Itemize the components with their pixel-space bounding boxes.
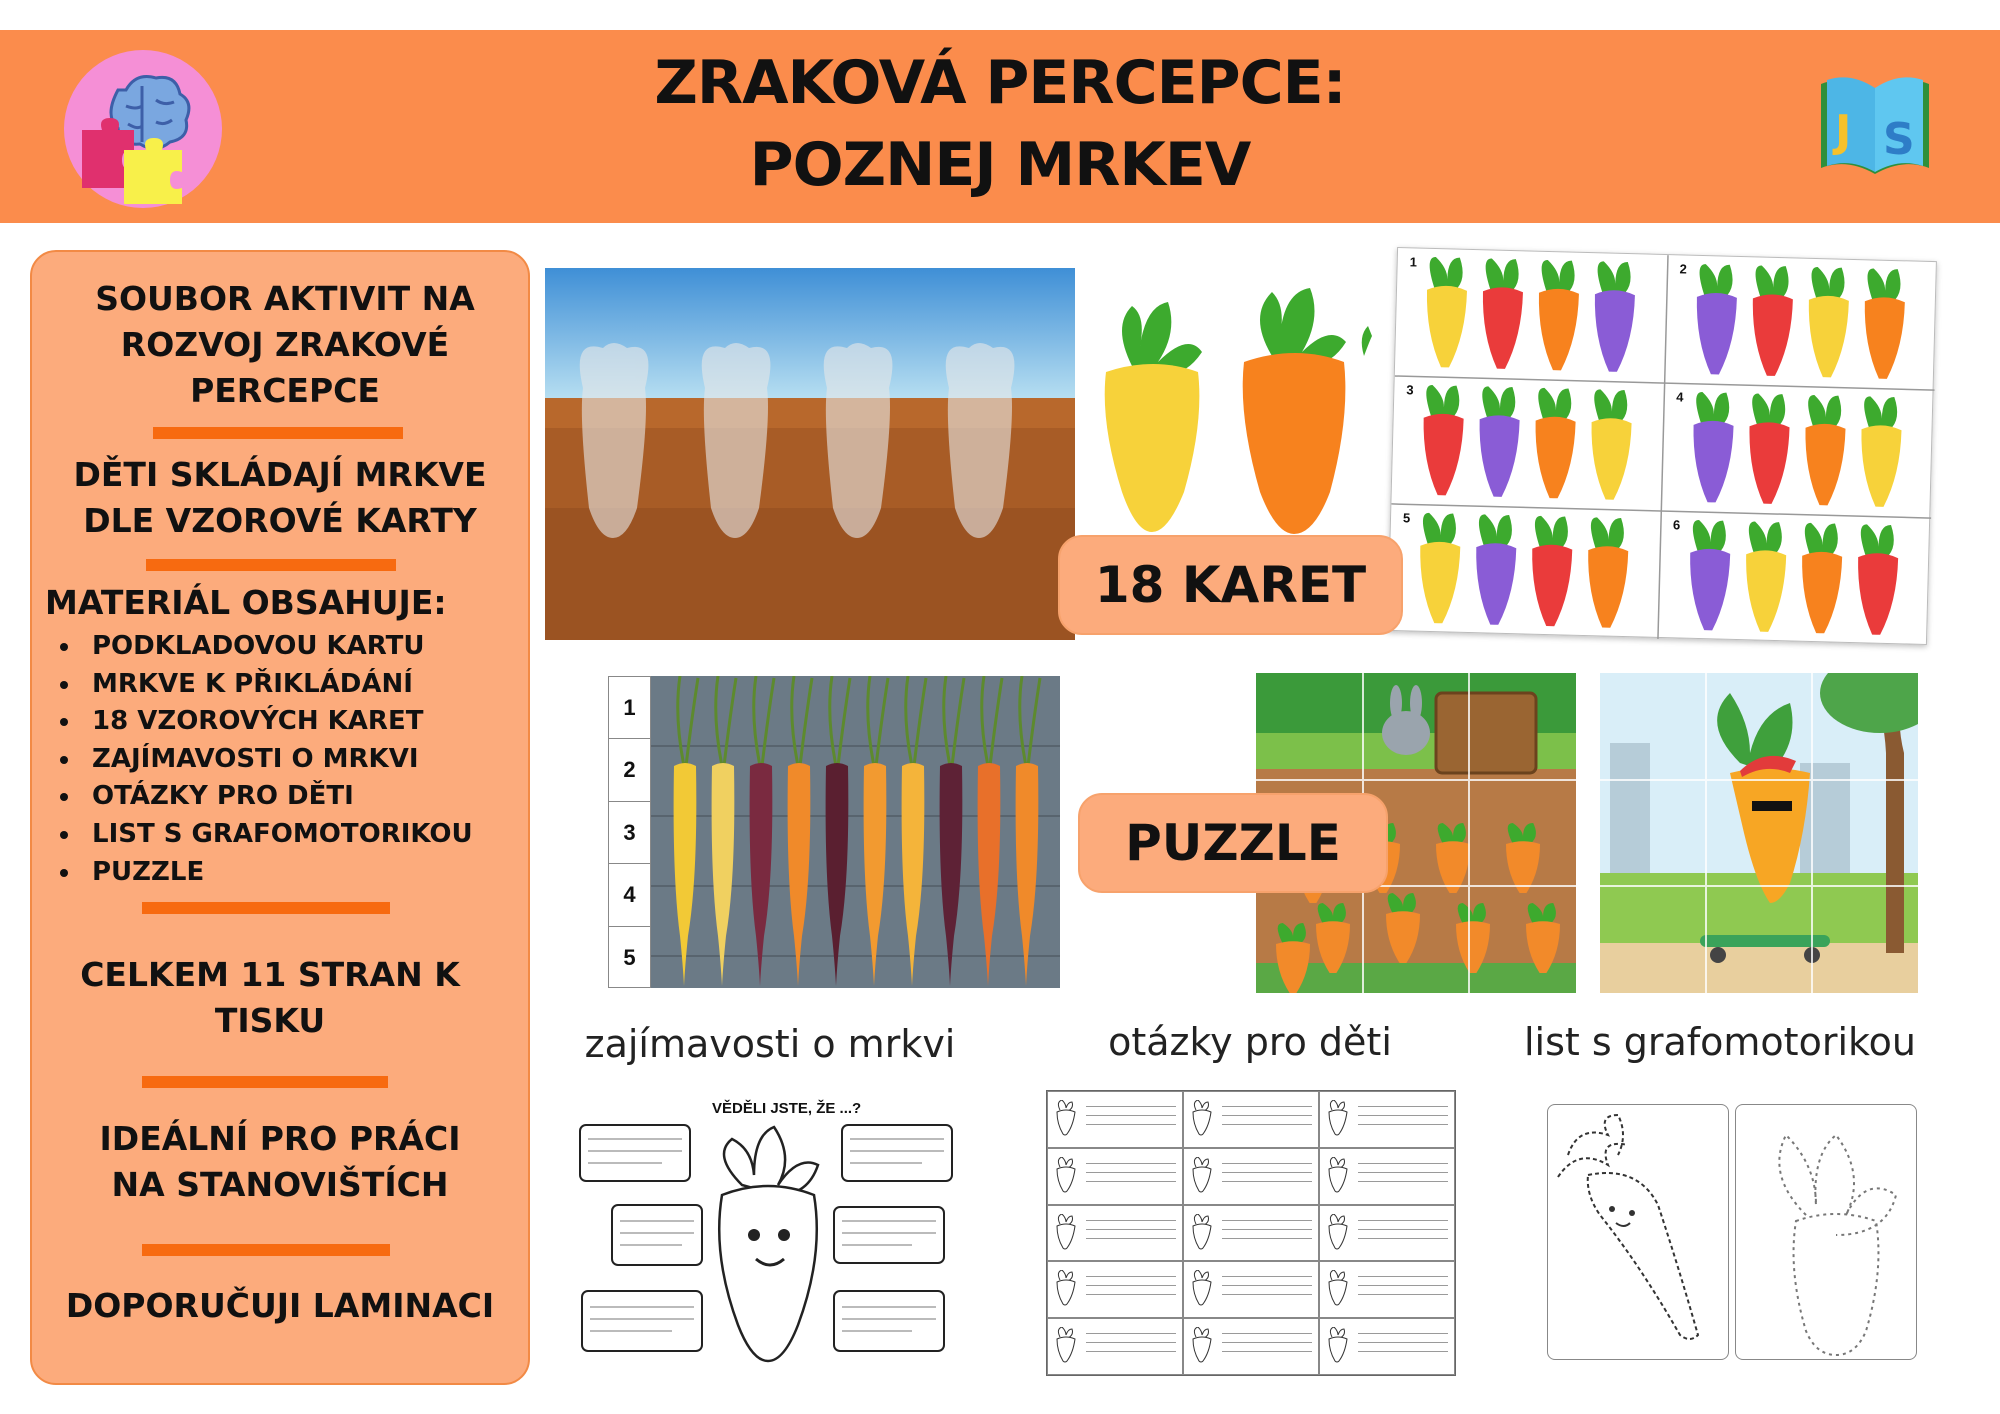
carrot-pieces-image <box>1072 286 1372 536</box>
list-item: OTÁZKY PRO DĚTI <box>58 778 473 816</box>
carrot-body <box>1695 292 1737 374</box>
carrot-outline-icon <box>1054 1270 1078 1306</box>
activity-description: SOUBOR AKTIVIT NA ROZVOJ ZRAKOVÉ PERCEPCE <box>95 279 475 410</box>
grafomotor-caption: list s grafomotorikou <box>1523 1020 1916 1064</box>
question-text-lines <box>1358 1272 1448 1302</box>
carrot-outline-icon <box>1190 1100 1214 1136</box>
carrot-outline-icon <box>1326 1214 1350 1250</box>
card-number: 1 <box>1409 254 1418 270</box>
facts-caption: zajímavosti o mrkvi <box>584 1022 956 1066</box>
carrot-body <box>1863 297 1905 379</box>
carrot-outline-icon <box>1190 1270 1214 1306</box>
question-card <box>1183 1318 1319 1375</box>
carrot-body <box>1800 551 1842 633</box>
row-number: 2 <box>609 739 650 801</box>
instruction-text: DĚTI SKLÁDAJÍ MRKVE DLE VZOROVÉ KARTY <box>73 455 487 540</box>
question-card <box>1183 1205 1319 1262</box>
question-text-lines <box>1222 1159 1312 1189</box>
divider <box>142 1244 390 1256</box>
puzzle-badge: PUZZLE <box>1078 793 1388 893</box>
questions-sheet-thumbnail <box>1046 1090 1456 1376</box>
svg-text:S: S <box>1883 114 1915 165</box>
carrot-leaf <box>1808 395 1842 429</box>
carrot-body <box>1530 544 1572 626</box>
carrot-body <box>1692 420 1734 502</box>
question-text-lines <box>1358 1159 1448 1189</box>
question-text-lines <box>1222 1216 1312 1246</box>
questions-caption: otázky pro děti <box>1108 1020 1392 1064</box>
cards-count-badge: 18 KARET <box>1058 535 1403 635</box>
question-card <box>1047 1091 1183 1148</box>
facts-sheet-thumbnail <box>572 1095 962 1377</box>
question-text-lines <box>1358 1102 1448 1132</box>
carrot-leaf <box>1752 393 1786 427</box>
question-text-lines <box>1086 1102 1176 1132</box>
carrot-leaf <box>1696 392 1730 426</box>
carrot-outline-icon <box>1326 1157 1350 1193</box>
question-text-lines <box>1086 1159 1176 1189</box>
carrot-outline-icon <box>1054 1100 1078 1136</box>
base-card-image <box>545 268 1075 640</box>
number-strip <box>608 676 651 988</box>
carrot-leaf <box>1426 385 1460 419</box>
carrot-outline-icon <box>1054 1327 1078 1363</box>
row-number: 3 <box>609 802 650 864</box>
carrot-leaf <box>1429 257 1463 291</box>
question-card <box>1319 1318 1455 1375</box>
question-card <box>1047 1148 1183 1205</box>
carrot-body <box>1590 418 1632 500</box>
question-card <box>1047 1261 1183 1318</box>
carrot-leaf <box>1594 389 1628 423</box>
carrot-leaf <box>1811 267 1845 301</box>
carrot-outline-icon <box>1054 1157 1078 1193</box>
question-text-lines <box>1222 1102 1312 1132</box>
list-item: PODKLADOVOU KARTU <box>58 628 473 666</box>
question-text-lines <box>1358 1329 1448 1359</box>
carrot-leaf <box>1541 260 1575 294</box>
carrot-body <box>1481 287 1523 369</box>
lamination-text: DOPORUČUJI LAMINACI <box>65 1286 495 1325</box>
question-card <box>1319 1148 1455 1205</box>
carrot-body <box>1537 288 1579 370</box>
material-title: MATERIÁL OBSAHUJE: <box>45 583 447 622</box>
question-text-lines <box>1222 1329 1312 1359</box>
card-number: 6 <box>1672 517 1681 533</box>
material-list <box>58 628 473 891</box>
carrot-body <box>1856 553 1898 635</box>
grafomotor-sheet-left <box>1547 1104 1729 1360</box>
carrot-body <box>1474 543 1516 625</box>
carrot-body <box>1804 423 1846 505</box>
carrot-leaf <box>1597 261 1631 295</box>
carrot-leaf <box>1422 513 1456 547</box>
carrot-body <box>1425 285 1467 367</box>
question-card <box>1047 1318 1183 1375</box>
pattern-cards-drawing <box>1388 248 1938 646</box>
card-number: 5 <box>1402 510 1411 526</box>
question-card <box>1183 1148 1319 1205</box>
facts-sheet-title: VĚDĚLI JSTE, ŽE ...? <box>712 1100 862 1117</box>
pattern-card <box>1422 385 1633 500</box>
carrot-body <box>1534 416 1576 498</box>
pattern-card <box>1692 392 1903 507</box>
divider <box>146 559 396 571</box>
carrot-body <box>1478 415 1520 497</box>
divider <box>153 427 403 439</box>
svg-text:J: J <box>1835 106 1852 157</box>
carrot-leaf <box>1867 268 1901 302</box>
question-text-lines <box>1086 1216 1176 1246</box>
carrot-leaf <box>1864 396 1898 430</box>
card-number: 2 <box>1679 261 1688 277</box>
row-number: 1 <box>609 677 650 739</box>
carrot-body <box>1859 425 1901 507</box>
carrot-leaf <box>1699 264 1733 298</box>
carrot-leaf <box>1478 514 1512 548</box>
carrot-body <box>1418 541 1460 623</box>
pattern-card <box>1695 264 1906 379</box>
carrot-leaf <box>1482 386 1516 420</box>
carrot-body <box>1586 546 1628 628</box>
page-title-line2: POZNEJ MRKEV <box>749 130 1251 200</box>
card-number: 4 <box>1676 389 1684 405</box>
carrot-body <box>1751 294 1793 376</box>
question-card <box>1183 1091 1319 1148</box>
row-number: 5 <box>623 944 636 970</box>
question-text-lines <box>1358 1216 1448 1246</box>
carrot-outline-icon <box>1326 1270 1350 1306</box>
carrot-outline-icon <box>1190 1214 1214 1250</box>
carrot-leaf <box>1538 388 1572 422</box>
question-text-lines <box>1086 1329 1176 1359</box>
stations-text: IDEÁLNÍ PRO PRÁCI NA STANOVIŠTÍCH <box>99 1119 461 1204</box>
pattern-card <box>1418 513 1629 628</box>
carrot-leaf <box>1755 265 1789 299</box>
question-card <box>1047 1205 1183 1262</box>
list-item: PUZZLE <box>58 854 473 892</box>
carrot-outline-icon <box>1190 1157 1214 1193</box>
question-card <box>1319 1205 1455 1262</box>
pattern-card <box>1425 257 1636 372</box>
question-text-lines <box>1086 1272 1176 1302</box>
carrot-outline-icon <box>1326 1100 1350 1136</box>
question-text-lines <box>1222 1272 1312 1302</box>
carrot-leaf <box>1804 523 1838 557</box>
carrot-body <box>1807 295 1849 377</box>
divider <box>142 1076 388 1088</box>
carrot-body <box>1422 413 1464 495</box>
questions-grid <box>1047 1091 1455 1375</box>
row-number: 4 <box>609 864 650 926</box>
card-number: 3 <box>1406 382 1414 398</box>
list-item: ZAJÍMAVOSTI O MRKVI <box>58 741 473 779</box>
carrot-body <box>1744 550 1786 632</box>
page-count-text: CELKEM 11 STRAN K TISKU <box>80 955 460 1040</box>
list-item: 18 VZOROVÝCH KARET <box>58 703 473 741</box>
carrot-leaf <box>1485 258 1519 292</box>
book-js-logo-icon <box>1815 66 1935 184</box>
carrot-outline-icon <box>1190 1327 1214 1363</box>
pattern-cards-sheet <box>1387 247 1937 645</box>
carrot-photo <box>608 676 1060 988</box>
list-item: LIST S GRAFOMOTORIKOU <box>58 816 473 854</box>
carrot-leaf <box>1692 520 1726 554</box>
carrot-leaf <box>1534 516 1568 550</box>
question-card <box>1319 1261 1455 1318</box>
page-title-line1: ZRAKOVÁ PERCEPCE: <box>654 48 1346 118</box>
carrot-body <box>1593 290 1635 372</box>
carrot-body <box>1688 548 1730 630</box>
carrot-body <box>1748 422 1790 504</box>
carrot-leaf <box>1860 524 1894 558</box>
divider <box>142 902 390 914</box>
grafomotor-sheet-right <box>1735 1104 1917 1360</box>
question-card <box>1183 1261 1319 1318</box>
pattern-card <box>1688 520 1899 635</box>
carrot-outline-icon <box>1326 1327 1350 1363</box>
carrot-outline-icon <box>1054 1214 1078 1250</box>
card-divider-line <box>1658 255 1668 639</box>
list-item: MRKVE K PŘIKLÁDÁNÍ <box>58 666 473 704</box>
skateboard-carrot-puzzle-image <box>1600 673 1918 993</box>
question-card <box>1319 1091 1455 1148</box>
card-grid-lines <box>1388 248 1938 646</box>
carrot-leaf <box>1748 521 1782 555</box>
carrot-leaf <box>1590 517 1624 551</box>
